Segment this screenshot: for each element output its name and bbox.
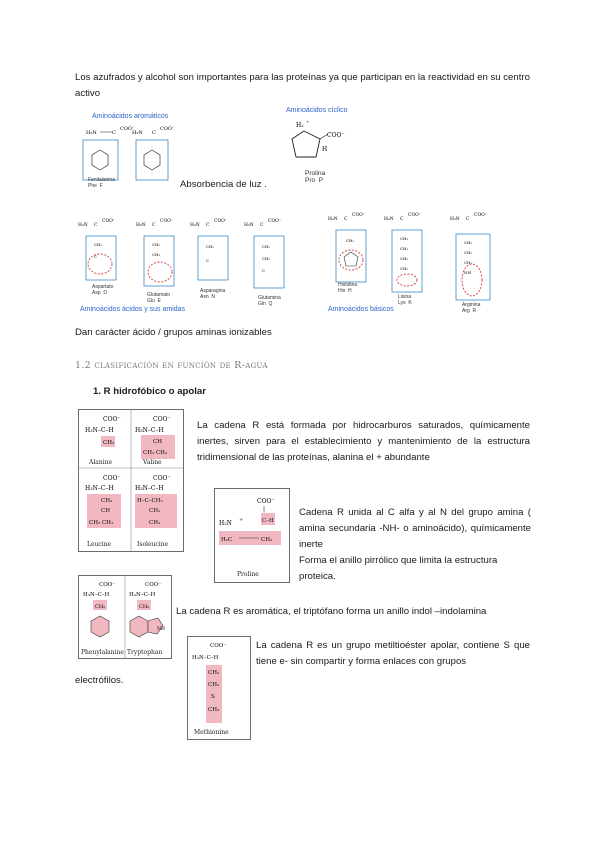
tryptophan-name: Tryptophan [127, 649, 163, 656]
alanine-name: Alanine [89, 459, 113, 466]
basic-label-3: Arginina Arg R [462, 302, 481, 314]
methionine-figure [187, 636, 251, 740]
basic-title: Aminoácidos básicos [328, 306, 394, 313]
svg-text:COO⁻: COO⁻ [145, 582, 162, 588]
glutamate-structure [136, 218, 174, 286]
phe-label: Fenilalanina Phe F [88, 177, 115, 189]
svg-text:C: C [466, 217, 470, 222]
svg-text:H₃N–C–H: H₃N–C–H [192, 655, 219, 661]
svg-text:C: C [152, 130, 156, 136]
svg-text:C: C [94, 223, 98, 228]
svg-text:CH₂: CH₂ [208, 682, 220, 688]
aromatic-text: La cadena R es aromática, el triptófano forma un anillo indol –indolamina [176, 606, 487, 617]
acid-label-1: Aspartato Asp D [92, 284, 114, 296]
svg-text:H₃N–C–H: H₃N–C–H [135, 485, 164, 492]
svg-text:H₂N: H₂N [219, 520, 232, 527]
hydrophobic-text: La cadena R está formada por hidrocarburos saturados, químicamente inertes, sirven para el establecimiento y mantenimiento de la estructura tridimensional de las proteínas, alanina el + abundante [197, 420, 530, 463]
phenylalanine-structure [81, 582, 124, 656]
aspartate-structure [78, 218, 116, 280]
alanine-structure [85, 416, 121, 466]
svg-text:CH₂: CH₂ [94, 242, 103, 247]
isoleucine-name: Isoleucine [137, 541, 169, 548]
svg-text:COO⁻: COO⁻ [327, 132, 345, 139]
svg-text:H₃N: H₃N [190, 223, 200, 228]
svg-text:CH₂: CH₂ [400, 256, 409, 261]
svg-text:C: C [206, 258, 210, 263]
svg-text:CH₂: CH₂ [400, 236, 409, 241]
methionine-text: La cadena R es un grupo metiltioéster apolar, contiene S que tiene e- sin compartir y forma enlaces con grupos [256, 640, 530, 667]
svg-text:CH₂: CH₂ [262, 244, 271, 249]
acid-label-3: Asparagina Asn N [200, 288, 226, 300]
svg-text:H₃N: H₃N [450, 217, 460, 222]
svg-text:CH₃: CH₃ [103, 440, 115, 446]
svg-text:+: + [239, 517, 244, 523]
svg-text:COO⁻: COO⁻ [102, 219, 116, 224]
svg-text:CH₂: CH₂ [149, 508, 161, 514]
section-heading: 1.2 clasificación en función de R-agua [75, 360, 268, 371]
svg-text:C: C [400, 217, 404, 222]
methionine-name: Methionine [194, 729, 229, 736]
acid-label-4: Glutamina Gln Q [258, 295, 281, 307]
valine-structure [135, 416, 175, 466]
svg-text:C: C [206, 223, 210, 228]
svg-text:|: | [263, 506, 266, 513]
svg-text:C: C [344, 217, 348, 222]
valine-name: Valine [143, 459, 162, 466]
svg-text:CH₂: CH₂ [152, 242, 161, 247]
svg-text:COO⁻: COO⁻ [268, 219, 282, 224]
list-item-hydrophobic: 1. R hidrofóbico o apolar [93, 386, 206, 397]
aromatic-title: Aminoácidos aromáticos [92, 113, 169, 120]
svg-text:CH₃ CH₃: CH₃ CH₃ [143, 450, 168, 456]
svg-text:CH₂: CH₂ [139, 604, 150, 610]
cyclic-title: Aminoácidos cíclico [286, 107, 348, 114]
svg-text:COO⁻: COO⁻ [408, 213, 422, 218]
svg-text:C: C [94, 254, 98, 259]
svg-text:COO⁻: COO⁻ [120, 126, 135, 132]
svg-text:COO⁻: COO⁻ [210, 643, 227, 649]
svg-text:H₃N: H₃N [136, 223, 146, 228]
svg-text:CH₂: CH₂ [95, 604, 106, 610]
acid-label-2: Glutamato Glu E [147, 292, 171, 304]
asparagine-structure [190, 218, 228, 280]
tryptophan-structure [127, 582, 165, 656]
svg-text:H₃N: H₃N [132, 130, 143, 136]
svg-text:H₃N–C–H: H₃N–C–H [135, 427, 164, 434]
svg-text:H₃N–C–H: H₃N–C–H [85, 427, 114, 434]
svg-text:S: S [211, 694, 215, 700]
svg-text:COO⁻: COO⁻ [103, 416, 121, 423]
arginine-structure [450, 212, 490, 300]
svg-text:CH₂: CH₂ [464, 260, 473, 265]
proline-name: Proline [237, 571, 259, 578]
basic-label-1: Histidina His H [338, 282, 358, 294]
svg-text:CH₂: CH₂ [261, 537, 273, 543]
svg-text:COO⁻: COO⁻ [103, 475, 121, 482]
leucine-structure [85, 475, 121, 548]
absorbance-text: Absorbencia de luz . [180, 179, 267, 190]
svg-text:H₃N: H₃N [244, 223, 254, 228]
svg-text:H₂: H₂ [296, 122, 304, 129]
svg-text:NH: NH [157, 627, 165, 632]
svg-text:COO⁻: COO⁻ [153, 475, 171, 482]
svg-text:CH₂: CH₂ [152, 252, 161, 257]
lysine-structure [384, 212, 422, 292]
svg-text:C: C [262, 268, 266, 273]
proline-label: Prolina Pro P [305, 170, 326, 184]
svg-text:COO⁻: COO⁻ [153, 416, 171, 423]
methionine-tail: electrófilos. [75, 675, 124, 686]
svg-text:NH: NH [464, 270, 471, 275]
svg-text:CH₃: CH₃ [149, 520, 161, 526]
svg-text:CH₃: CH₃ [208, 707, 220, 713]
basic-label-2: Lisina Lys K [398, 294, 412, 306]
chem-label: H₃N [86, 130, 97, 136]
svg-text:COO⁻: COO⁻ [352, 213, 366, 218]
r-group-box [83, 140, 118, 180]
svg-text:H₂C: H₂C [221, 537, 233, 543]
acid-note: Dan carácter ácido / grupos aminas ionizables [75, 327, 272, 338]
svg-text:CH₂: CH₂ [464, 250, 473, 255]
glutamine-structure [244, 218, 284, 288]
hydrophobic-figure [78, 409, 184, 552]
svg-text:H–C–CH₃: H–C–CH₃ [137, 498, 163, 504]
intro-text: Los azufrados y alcohol son importantes para las proteínas ya que participan en la reactividad en su centro activo [75, 72, 530, 99]
proline-figure [214, 488, 290, 583]
acid-title: Aminoácidos ácidos y sus amidas [80, 306, 186, 313]
proline-text-2: Forma el anillo pirrólico que limita la estructura proteica. [299, 555, 498, 582]
phenylalanine-name: Phenylalanine [81, 649, 124, 656]
svg-text:CH₂: CH₂ [346, 238, 355, 243]
svg-text:CH₂: CH₂ [400, 266, 409, 271]
svg-text:+: + [306, 119, 310, 124]
svg-text:COO⁻: COO⁻ [214, 219, 228, 224]
svg-text:COO⁻: COO⁻ [257, 498, 275, 505]
svg-text:H₃N–C–H: H₃N–C–H [85, 485, 114, 492]
svg-text:CH: CH [153, 439, 163, 445]
svg-text:CH₂: CH₂ [464, 240, 473, 245]
svg-text:COO⁻: COO⁻ [160, 126, 175, 132]
svg-text:H₃N: H₃N [78, 223, 88, 228]
svg-text:COO⁻: COO⁻ [160, 219, 174, 224]
svg-text:CH₃ CH₃: CH₃ CH₃ [89, 520, 114, 526]
svg-text:CH₂: CH₂ [206, 244, 215, 249]
proline-text-1: Cadena R unida al C alfa y al N del grupo amina ( amina secundaria -NH- o aminoácido), químicamente inerte [299, 507, 531, 550]
svg-text:C: C [112, 130, 116, 136]
isoleucine-structure [135, 475, 177, 548]
svg-text:CH: CH [101, 508, 111, 514]
svg-text:C–H: C–H [262, 518, 274, 524]
svg-text:C: C [152, 223, 156, 228]
svg-text:CH₂: CH₂ [400, 246, 409, 251]
svg-text:CH₂: CH₂ [208, 670, 220, 676]
svg-text:COO⁻: COO⁻ [474, 213, 488, 218]
svg-text:CH₂: CH₂ [101, 498, 113, 504]
svg-text:H₃N: H₃N [384, 217, 394, 222]
svg-text:C: C [260, 223, 264, 228]
aromatic-figure [78, 575, 172, 659]
svg-text:CH₂: CH₂ [262, 256, 271, 261]
leucine-name: Leucine [87, 541, 112, 548]
svg-text:COO⁻: COO⁻ [99, 582, 116, 588]
tyrosine-small-figure [130, 122, 180, 192]
svg-text:H₃N: H₃N [328, 217, 338, 222]
svg-text:H₃N–C–H: H₃N–C–H [83, 592, 110, 598]
svg-text:H₃N–C–H: H₃N–C–H [129, 592, 156, 598]
proline-small-figure [284, 117, 364, 172]
svg-text:H: H [322, 146, 328, 153]
histidine-structure [328, 212, 366, 282]
